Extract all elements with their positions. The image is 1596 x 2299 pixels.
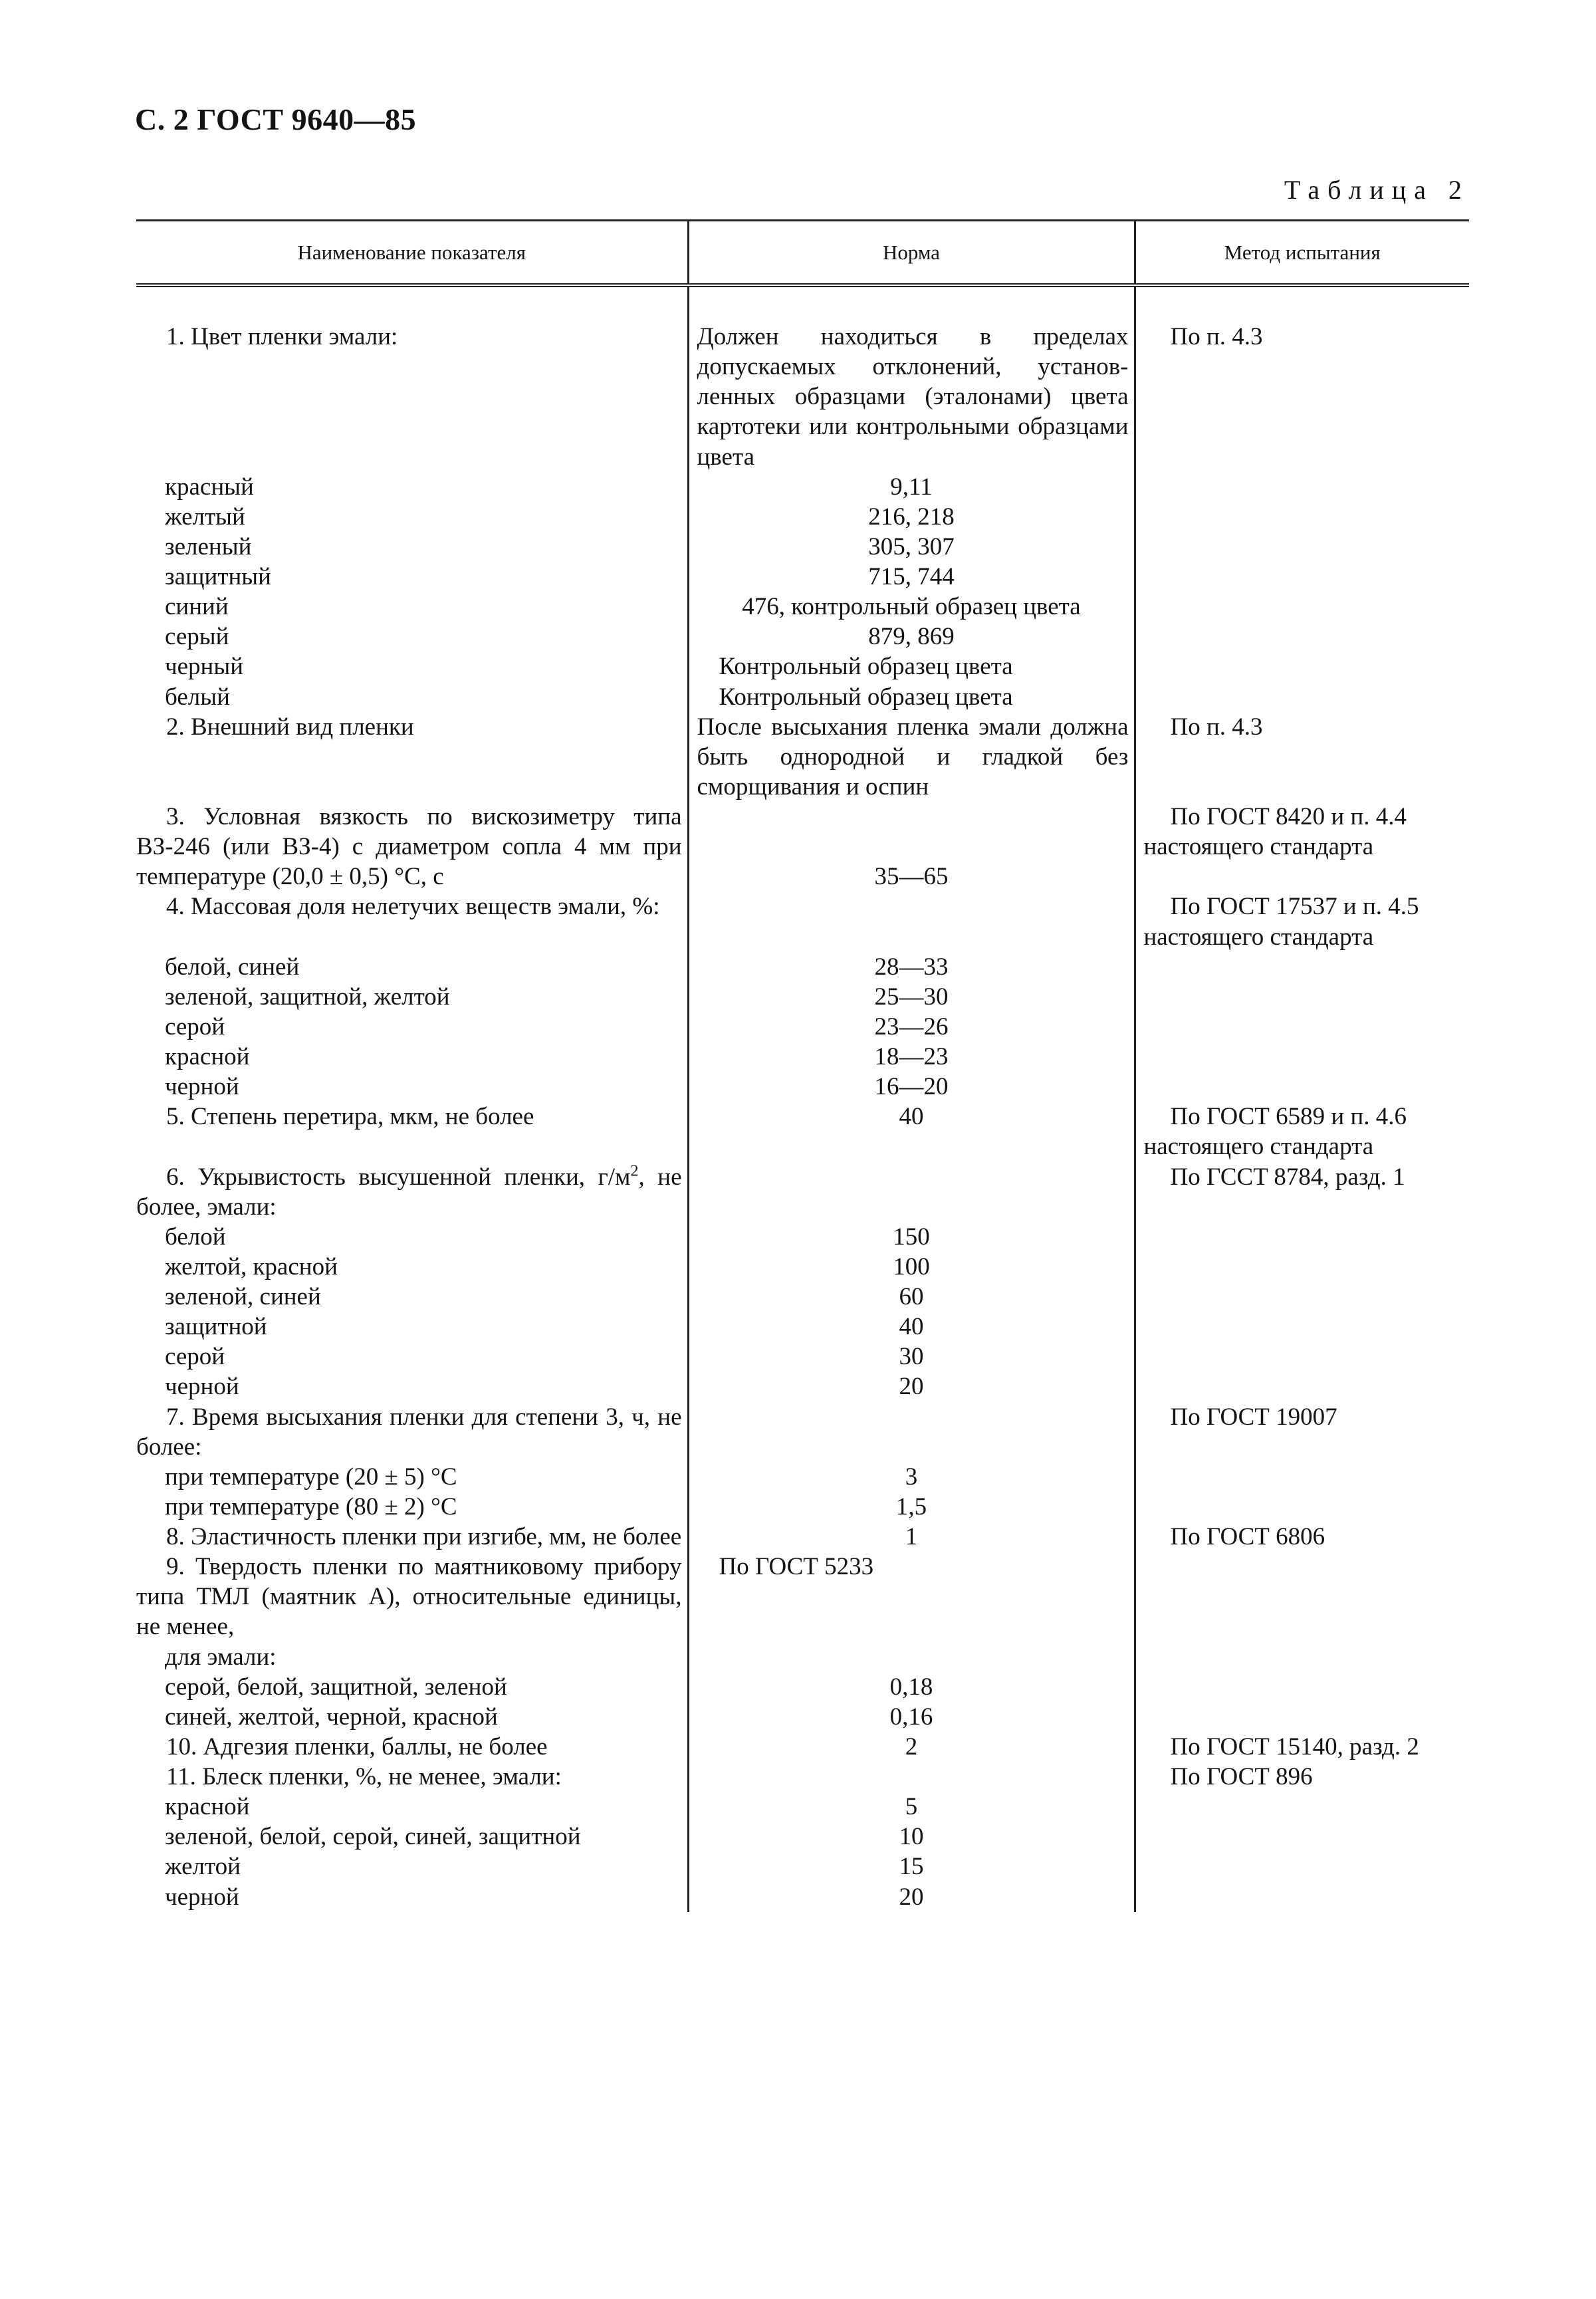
- norm-value: 35—65: [688, 802, 1135, 892]
- table-row: [136, 892, 1469, 951]
- table-row: [136, 532, 1469, 562]
- test-method-text: По ГСCT 8784, разд. 1: [1170, 1163, 1405, 1191]
- indicator-name: защитный: [165, 563, 271, 590]
- table-row: [136, 562, 1469, 592]
- table-row: [136, 1702, 1469, 1732]
- test-method-rest: настоящего стандарта: [1143, 923, 1374, 951]
- norm-value: 20: [688, 1372, 1135, 1401]
- norm-value: 30: [688, 1342, 1135, 1372]
- indicator-name: 1. Цвет пленки эмали:: [166, 323, 398, 350]
- table-row: [136, 1162, 1469, 1222]
- test-method: [1135, 322, 1469, 472]
- test-method-text: По ГОСТ 15140, разд. 2: [1170, 1733, 1419, 1760]
- indicator-name: синий: [165, 593, 229, 621]
- table-row: [136, 1102, 1469, 1161]
- norm-value: 5: [688, 1792, 1135, 1822]
- table-row: [136, 1042, 1469, 1072]
- indicator-name: 5. Степень перетира, мкм, не более: [166, 1103, 534, 1131]
- indicator-name: красной: [165, 1793, 250, 1821]
- indicator-name: 9. Твердость пленки по маятниковому прибору типа ТМЛ (маятник А), относительные единицы, не менее,: [136, 1553, 682, 1641]
- table-row: [136, 1312, 1469, 1342]
- table-row: [136, 1342, 1469, 1372]
- table-row: [136, 502, 1469, 532]
- indicator-name: белой: [165, 1223, 226, 1251]
- table-row: [136, 1402, 1469, 1462]
- indicator-name: 2. Внешний вид пленки: [166, 713, 414, 741]
- test-method-first-line: По ГОСТ 17537 и п. 4.5: [1170, 893, 1419, 921]
- table-row: [136, 1522, 1469, 1552]
- indicator-name: черной: [165, 1073, 239, 1101]
- indicator-name: зеленый: [165, 533, 252, 560]
- table-row: [136, 622, 1469, 652]
- test-method: [1135, 892, 1469, 951]
- table-row: [136, 1882, 1469, 1912]
- norm-value: 216, 218: [688, 502, 1135, 532]
- norm-value: 15: [688, 1852, 1135, 1881]
- table-row: [136, 712, 1469, 802]
- table-row: [136, 1072, 1469, 1102]
- norm-value: 0,18: [688, 1672, 1135, 1702]
- norm-value: 18—23: [688, 1042, 1135, 1072]
- test-method-text: По ГОСТ 19007: [1170, 1403, 1337, 1431]
- table-row: [136, 1372, 1469, 1401]
- norm-value: 28—33: [688, 952, 1135, 982]
- norm-value: 40: [688, 1312, 1135, 1342]
- test-method-rest: настоящего стандарта: [1143, 1133, 1374, 1161]
- table-row: [136, 1462, 1469, 1492]
- indicator-name: 10. Адгезия пленки, баллы, не более: [166, 1733, 548, 1760]
- indicator-name: желтой, красной: [165, 1253, 338, 1280]
- norm-value: 40: [688, 1102, 1135, 1161]
- table-row: [136, 1222, 1469, 1252]
- table-row: [136, 1642, 1469, 1672]
- table-row: [136, 472, 1469, 502]
- norm-value: После высыхания пленка эмали должна быть однородной и гладкой без сморщивания и оспин: [688, 712, 1135, 802]
- norm-value: 100: [688, 1252, 1135, 1282]
- table-header-row: [136, 221, 1469, 286]
- indicator-name: белый: [165, 683, 230, 711]
- norm-value: 2: [688, 1732, 1135, 1762]
- table-row: [136, 1552, 1469, 1641]
- indicator-name: зеленой, защитной, желтой: [165, 983, 450, 1011]
- test-method: [1135, 1732, 1469, 1762]
- test-method-text: По п. 4.3: [1170, 713, 1263, 741]
- test-method: [1135, 712, 1469, 802]
- column-header-indicator: Наименование показателя: [136, 221, 688, 286]
- test-method: [1135, 1402, 1469, 1462]
- test-method: [1135, 1162, 1469, 1222]
- indicator-name: [136, 1162, 688, 1222]
- table-row: [136, 1762, 1469, 1792]
- test-method-rest: настоящего стандарта: [1143, 833, 1374, 861]
- indicator-name: защитной: [165, 1313, 267, 1341]
- norm-value: По ГОСТ 5233: [688, 1552, 1135, 1641]
- indicator-name: 4. Массовая доля нелетучих веществ эмали, %:: [166, 893, 660, 921]
- norm-value: 305, 307: [688, 532, 1135, 562]
- column-header-method: Метод испытания: [1135, 221, 1469, 286]
- indicator-name: 8. Эластичность пленки при изгибе, мм, не более: [166, 1523, 682, 1550]
- table-row: [136, 1282, 1469, 1312]
- table-row: [136, 1492, 1469, 1522]
- norm-value: 0,16: [688, 1702, 1135, 1732]
- indicator-name: 3. Условная вязкость по вискозиметру типа ВЗ-246 (или ВЗ-4) с диаметром сопла 4 мм при температуре (20,0 ± 0,5) °С, с: [136, 803, 682, 891]
- table-row: [136, 1792, 1469, 1822]
- indicator-name: желтой: [165, 1853, 241, 1881]
- column-header-norm: Норма: [688, 221, 1135, 286]
- indicator-name: серый: [165, 623, 229, 651]
- superscript: 2: [630, 1162, 639, 1180]
- table-row: [136, 1732, 1469, 1762]
- table-row: [136, 652, 1469, 681]
- table-row: [136, 1822, 1469, 1852]
- test-method-first-line: По ГОСТ 6589 и п. 4.6: [1170, 1103, 1407, 1131]
- indicator-name: при температуре (20 ± 5) °С: [165, 1463, 457, 1491]
- norm-value: 9,11: [688, 472, 1135, 502]
- norm-value: 20: [688, 1882, 1135, 1912]
- indicator-name-part: 6. Укрывистость высушенной пленки, г/м: [166, 1163, 631, 1191]
- norm-value: 150: [688, 1222, 1135, 1252]
- indicator-name: черной: [165, 1883, 239, 1911]
- table-row: [136, 1672, 1469, 1702]
- test-method-text: По п. 4.3: [1170, 323, 1263, 350]
- table-row: [136, 1852, 1469, 1881]
- indicator-name: желтый: [165, 503, 245, 531]
- page-header: С. 2 ГОСТ 9640—85: [135, 102, 417, 136]
- indicator-name: при температуре (80 ± 2) °С: [165, 1493, 457, 1520]
- indicator-name: серой: [165, 1013, 225, 1040]
- test-method-text: По ГОСТ 6806: [1170, 1523, 1325, 1550]
- norm-value: 3: [688, 1462, 1135, 1492]
- test-method-text: По ГОСТ 896: [1170, 1763, 1313, 1790]
- indicator-name: черный: [165, 653, 243, 681]
- norm-value: 476, контрольный образец цвета: [688, 592, 1135, 622]
- norm-value: 16—20: [688, 1072, 1135, 1102]
- indicator-name: зеленой, белой, серой, синей, защитной: [165, 1823, 581, 1851]
- norm-value: 10: [688, 1822, 1135, 1852]
- indicator-name: белой, синей: [165, 953, 300, 981]
- norm-value: 879, 869: [688, 622, 1135, 652]
- indicator-name: 11. Блеск пленки, %, не менее, эмали:: [166, 1763, 562, 1790]
- test-method: [1135, 1522, 1469, 1552]
- indicator-name-part: , не более, эмали:: [136, 1163, 682, 1221]
- indicator-name: серой, белой, защитной, зеленой: [165, 1673, 507, 1701]
- test-method: [1135, 802, 1469, 892]
- norm-value: 60: [688, 1282, 1135, 1312]
- table-row: [136, 1252, 1469, 1282]
- indicator-name: для эмали:: [165, 1643, 277, 1671]
- indicator-name: зеленой, синей: [165, 1283, 321, 1310]
- indicator-name: красной: [165, 1043, 250, 1070]
- norm-value: Контрольный образец цвета: [688, 652, 1135, 681]
- specification-table: [136, 219, 1469, 1912]
- indicator-name: красный: [165, 473, 254, 501]
- norm-value: Контрольный образец цвета: [688, 682, 1135, 712]
- norm-value: 23—26: [688, 1012, 1135, 1042]
- test-method: [1135, 1102, 1469, 1161]
- norm-value: Должен находиться в пределах допускаемых отклонений, установленных образцами (эталонами) цвета картотеки или контрольными образцами цвета: [688, 322, 1135, 472]
- indicator-name: черной: [165, 1373, 239, 1401]
- table-row: [136, 322, 1469, 472]
- norm-value: 715, 744: [688, 562, 1135, 592]
- norm-value: 25—30: [688, 982, 1135, 1012]
- table-row: [136, 952, 1469, 982]
- norm-value: 1: [688, 1522, 1135, 1552]
- table-row: [136, 1012, 1469, 1042]
- test-method-first-line: По ГОСТ 8420 и п. 4.4: [1170, 803, 1407, 830]
- indicator-name: серой: [165, 1343, 225, 1371]
- norm-value: 1,5: [688, 1492, 1135, 1522]
- indicator-name: синей, желтой, черной, красной: [165, 1703, 498, 1731]
- indicator-name: 7. Время высыхания пленки для степени 3, ч, не более:: [136, 1403, 682, 1461]
- table-label: Таблица 2: [1284, 175, 1470, 205]
- table-row: [136, 592, 1469, 622]
- table-row: [136, 982, 1469, 1012]
- test-method: [1135, 1762, 1469, 1792]
- table-row: [136, 682, 1469, 712]
- table-row: [136, 802, 1469, 892]
- table-spacer-row: [136, 285, 1469, 322]
